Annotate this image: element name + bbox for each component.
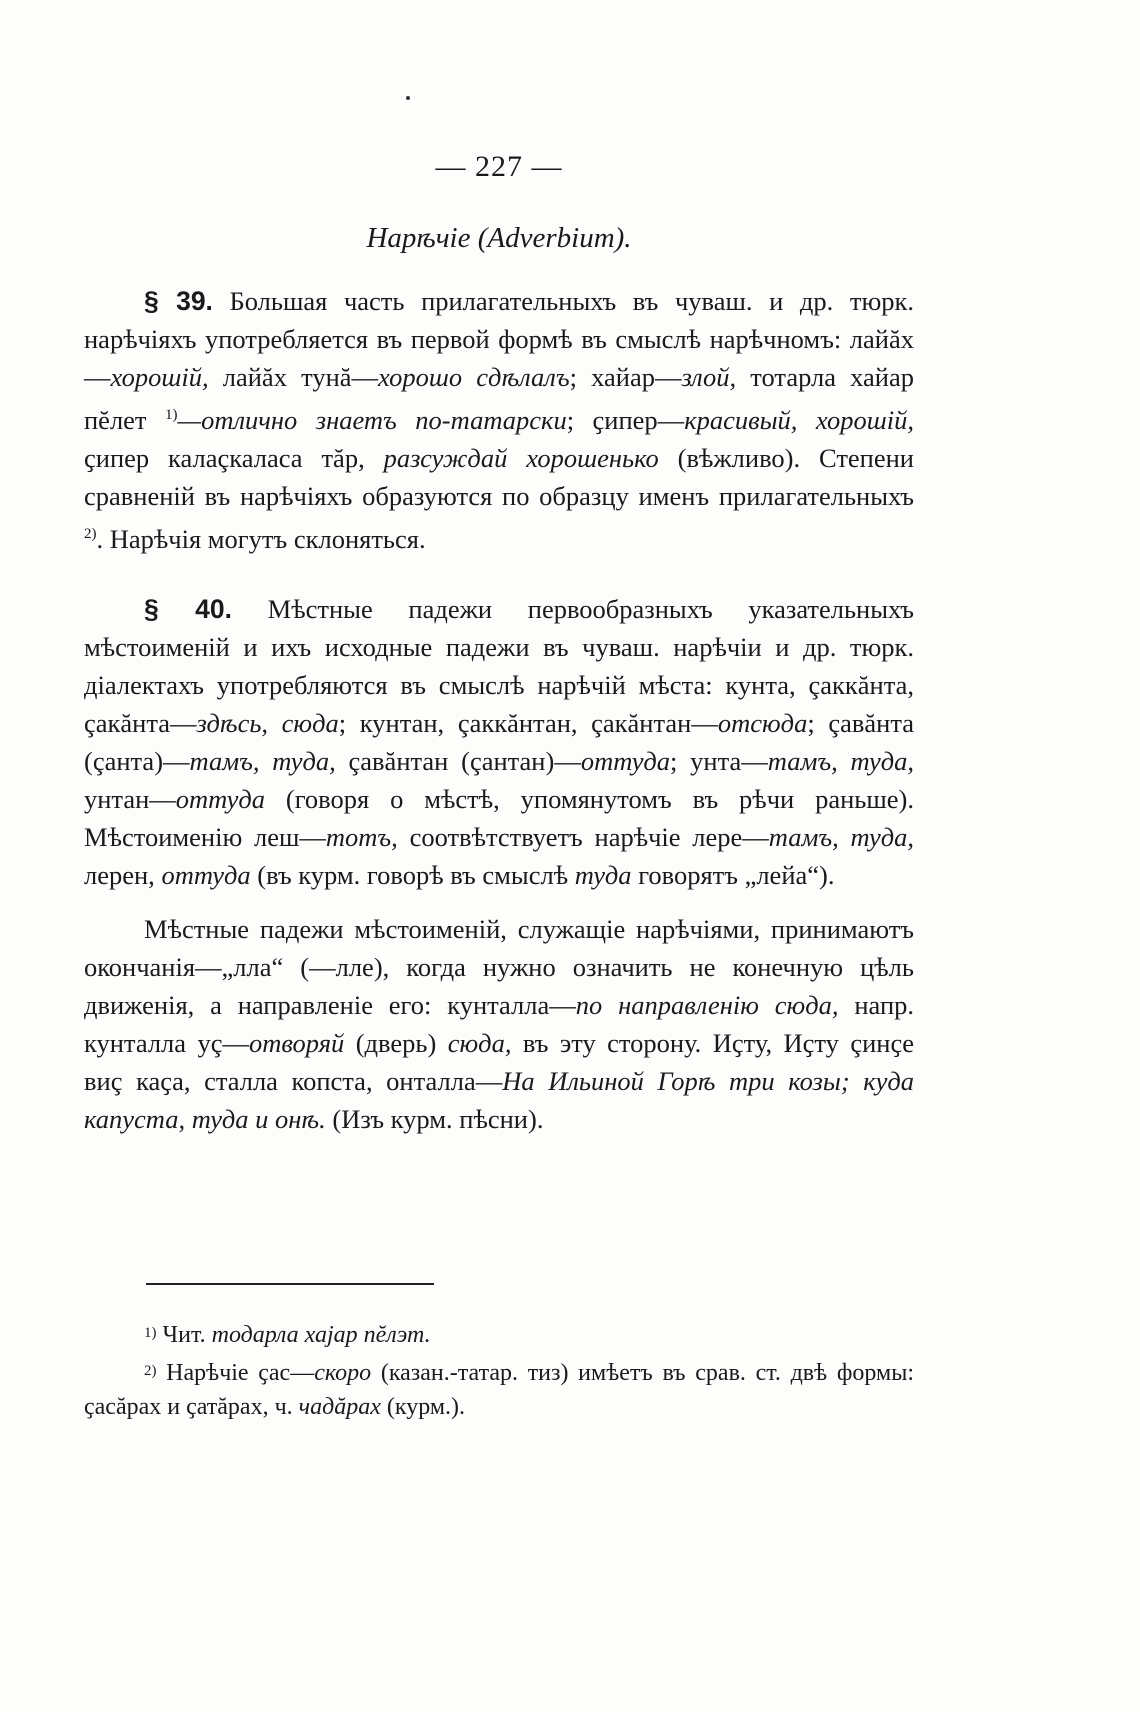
text: Большая часть прилагательныхъ въ чуваш. и др. тюрк. нарѣчіяхъ употребляется въ первой формѣ въ смыслѣ нарѣчномъ: лайăх— (84, 286, 914, 392)
footnote-1 (84, 1318, 914, 1352)
text: Мѣстные падежи мѣстоименій, служащіе нарѣчіями, принимаютъ окончанія—„лла“ (—лле), когда нужно означить не конечную цѣль движенія, а направленіе его: кунталла— (84, 914, 914, 1020)
footnote-2 (84, 1356, 914, 1424)
footnote-ref: 1) (165, 407, 178, 423)
text: ҫипер калаçкаласа тăр, (84, 442, 384, 473)
italic-text: оттуда (175, 784, 265, 814)
text: тотарла хайар пĕлет (84, 362, 914, 435)
italic-text: хорошій, (110, 362, 209, 392)
footnote-ref: 2) (84, 525, 97, 542)
page-number: — 227 — (435, 150, 563, 183)
text: (казан.-татар. тиз) имѣетъ въ срав. ст. двѣ формы: ҫасăрах и ҫатăрах, ч. (84, 1360, 914, 1420)
italic-text: чадăрах (298, 1394, 381, 1420)
text: (Изъ курм. пѣсни). (325, 1104, 544, 1134)
text: ; унта— (670, 746, 768, 776)
italic-text: отсюда (717, 708, 808, 738)
italic-text: На Ильиной Горѣ три козы; куда капуста, туда и онѣ. (84, 1066, 914, 1134)
text: лерен, (84, 860, 162, 890)
text: (курм.). (380, 1394, 466, 1420)
italic-text: тодарла хаjар пĕлэт. (211, 1322, 431, 1348)
text: ; хайар— (569, 362, 682, 392)
italic-text: злой, (681, 362, 737, 392)
section-number: § 39. (144, 286, 213, 316)
italic-text: скоро (314, 1360, 372, 1386)
text: унтан— (84, 784, 176, 814)
italic-text: по направленію сюда, (575, 990, 839, 1020)
italic-text: тамъ, туда, (767, 746, 914, 776)
text: . Нарѣчія могутъ склоняться. (96, 523, 426, 554)
text: ; кунтан, çаккăнтан, çакăнтан— (338, 708, 718, 738)
italic-text: отворяй (249, 1028, 345, 1058)
text: напр. кунталла уç— (84, 990, 914, 1058)
text: (говоря о мѣстѣ, упомянутомъ въ рѣчи раньше). Мѣстоименію леш— (84, 784, 914, 852)
text: (въ курм. говорѣ въ смыслѣ (250, 860, 575, 890)
paragraph-locative (84, 910, 914, 1138)
italic-text: тамъ, туда, (768, 822, 914, 852)
text: лайăх тунă— (208, 362, 379, 392)
italic-text: здѣсь, сюда (196, 708, 339, 738)
text: Нарѣчіе ҫас— (156, 1360, 315, 1386)
italic-text: оттуда (580, 746, 671, 776)
italic-text: тотъ, (325, 822, 398, 852)
text: ; ҫипер— (566, 404, 685, 435)
paragraph-40 (84, 590, 914, 894)
text: Мѣстные падежи первообразныхъ указательныхъ мѣстоименій и ихъ исходные падежи въ чуваш. нарѣчіи и др. тюрк. діалектахъ употребляются въ смыслѣ нарѣчій мѣста: кунта, çаккăнта, çакăнта— (84, 594, 914, 738)
text: (вѣжливо). Степени сравненій въ нарѣчіяхъ образуются по образцу именъ прилагательныхъ (84, 442, 914, 511)
italic-text: —отлично знаетъ по-татарски (177, 404, 567, 435)
section-number: § 40. (144, 594, 232, 624)
italic-text: тамъ, туда, (189, 746, 336, 776)
italic-text: красивый, хорошій, (684, 404, 914, 435)
print-speck (406, 96, 410, 100)
footnote-mark: 2) (144, 1363, 157, 1379)
italic-text: оттуда (161, 860, 251, 890)
italic-text: туда (574, 860, 632, 890)
footnote-divider (146, 1283, 434, 1285)
paragraph-39 (84, 282, 914, 558)
text: ; çавăнта (çанта)— (84, 708, 914, 776)
text: соотвѣтствуетъ нарѣчіе лере— (397, 822, 769, 852)
text: Чит. (156, 1322, 212, 1348)
text: въ эту сторону. Иҫту, Иҫту çинҫе виç каҫа, сталла копста, онталла— (84, 1028, 914, 1096)
section-heading: Нарѣчіе (Adverbium). (366, 222, 632, 254)
text: çавăнтан (çантан)— (335, 746, 581, 776)
italic-text: разсуждай хорошенько (383, 442, 659, 473)
text: говорятъ „лейа“). (631, 860, 835, 890)
italic-text: хорошо сдѣлалъ (378, 362, 570, 392)
footnote-mark: 1) (144, 1325, 157, 1341)
text: (дверь) (344, 1028, 448, 1058)
italic-text: сюда, (447, 1028, 512, 1058)
